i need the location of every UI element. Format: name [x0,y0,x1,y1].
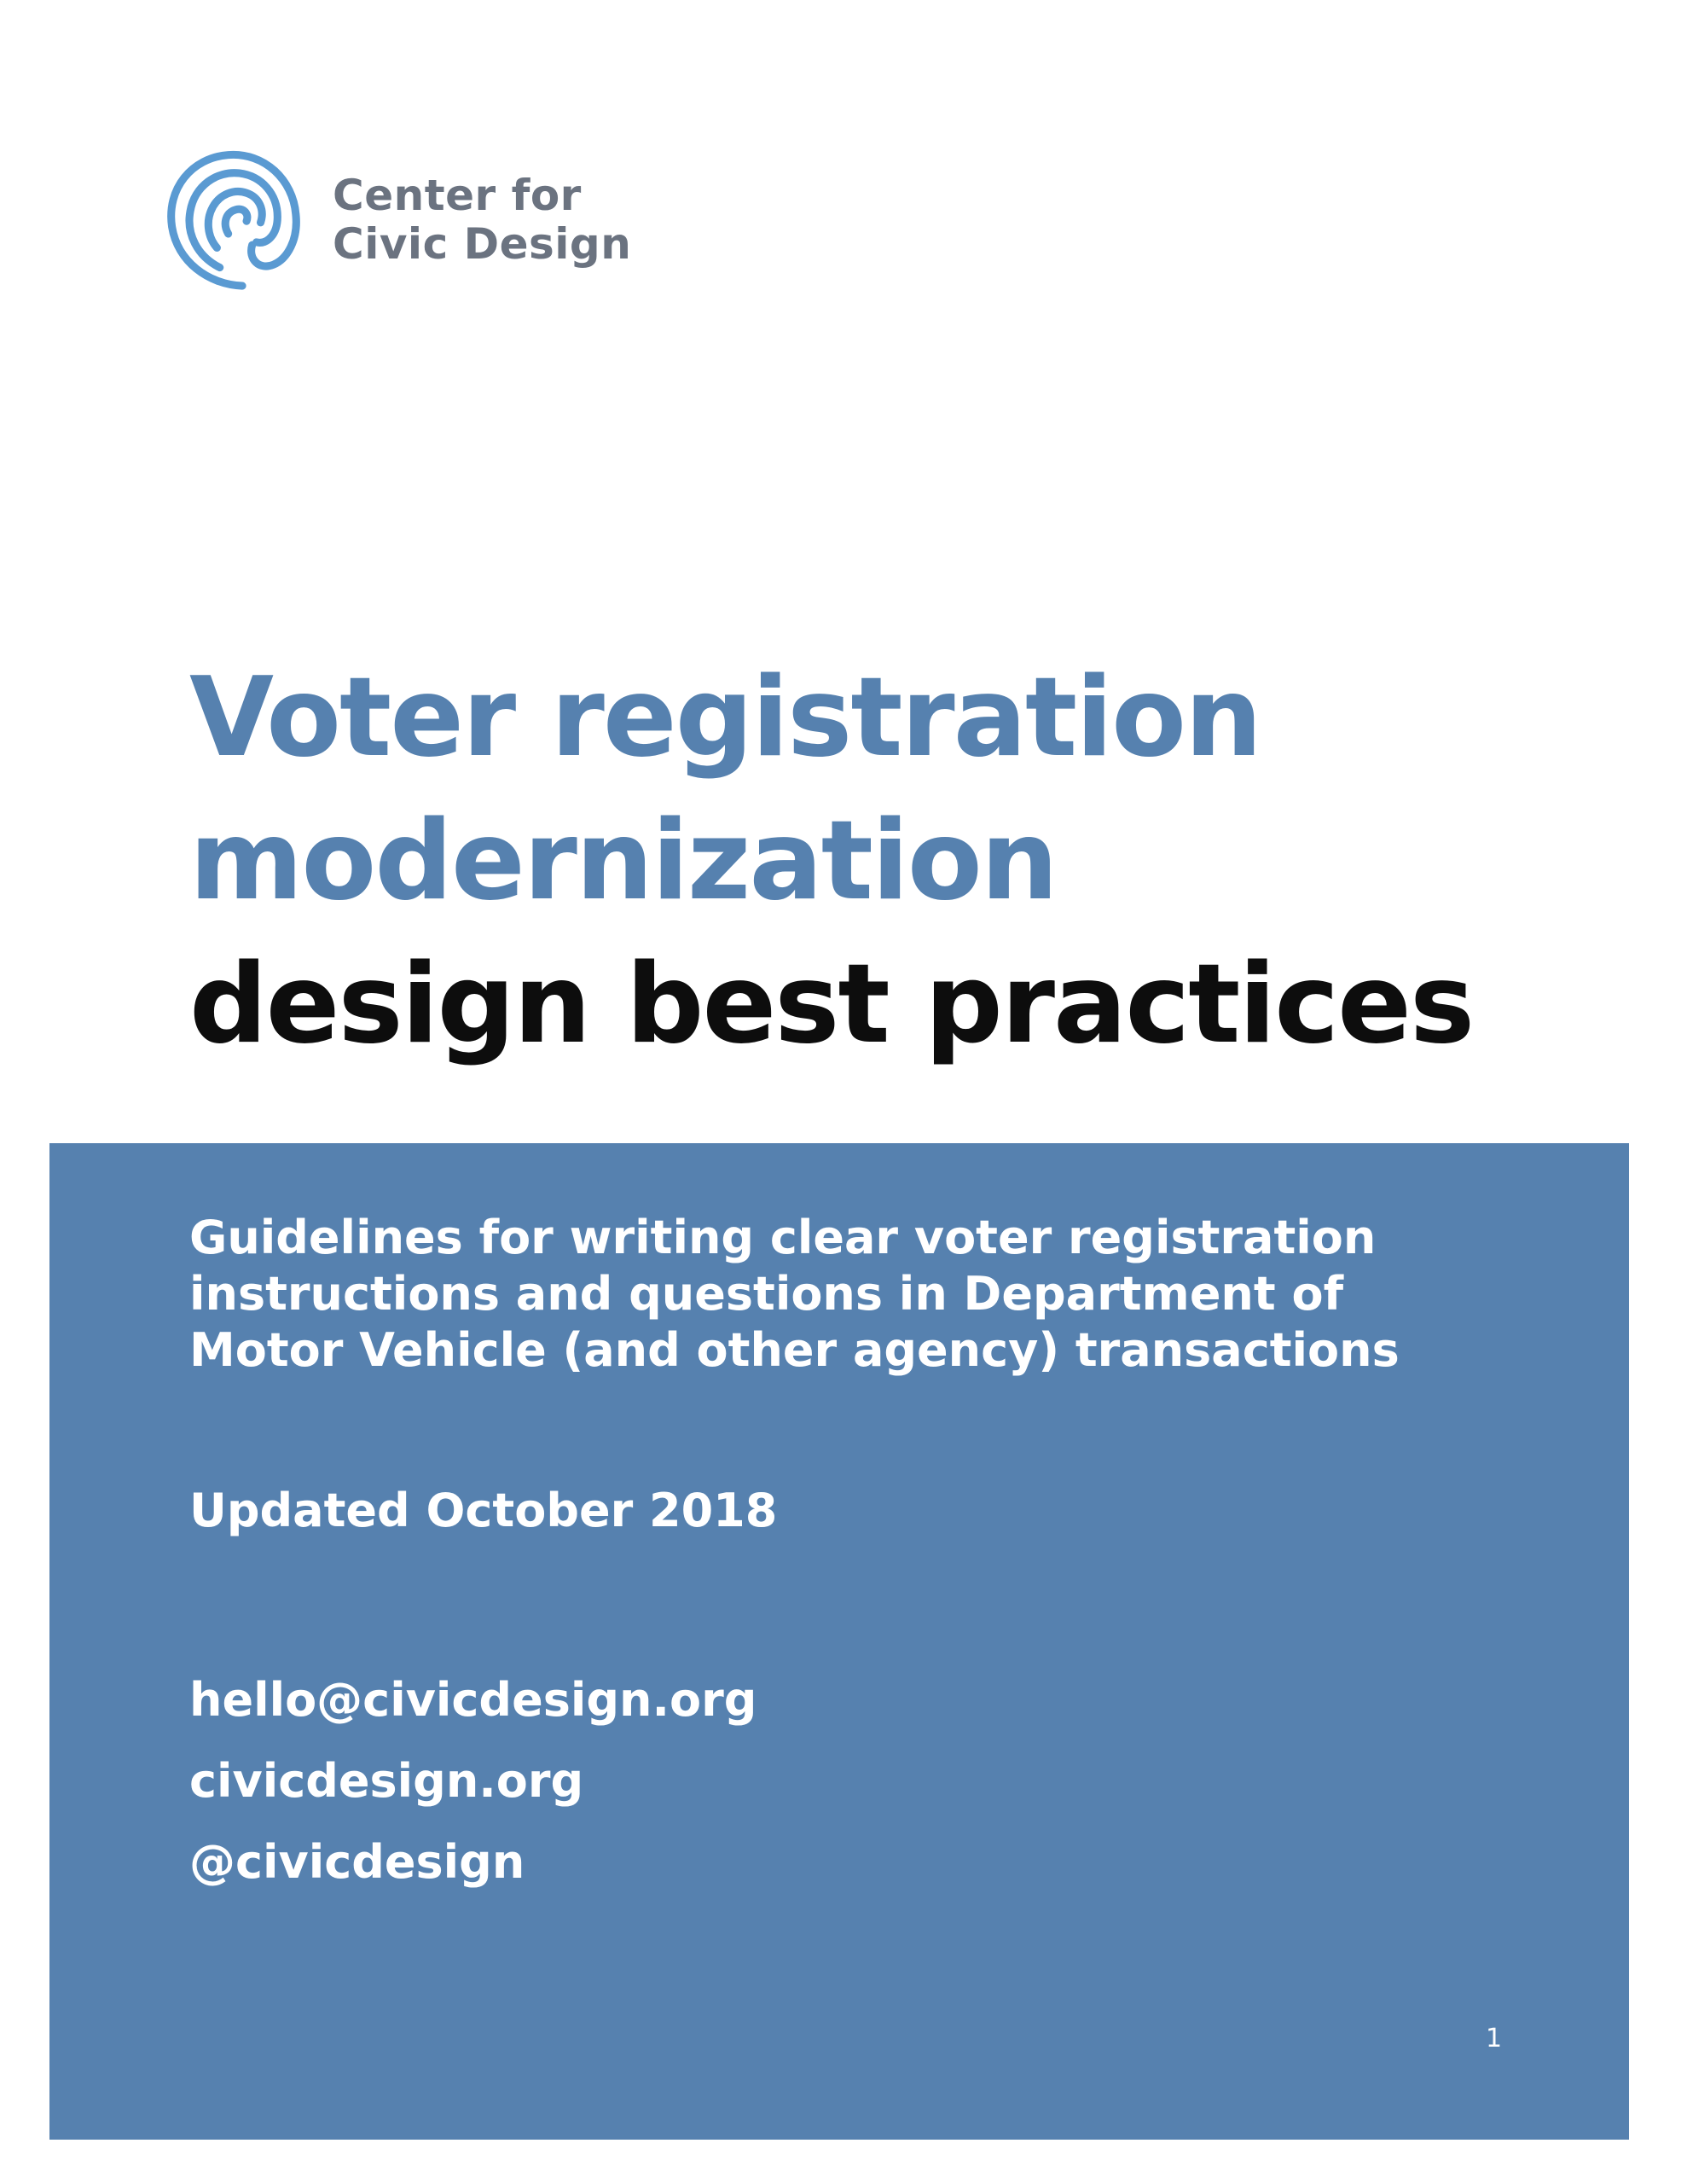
title-line-3: design best practices [189,941,1474,1068]
title-line-1: Voter registration [189,654,1261,781]
contact-website[interactable]: civicdesign.org [189,1754,584,1808]
updated-date: Updated October 2018 [189,1484,778,1537]
title-line-2: modernization [189,798,1057,925]
contact-email[interactable]: hello@civicdesign.org [189,1673,757,1727]
subtitle-line-1: Guidelines for writing clear voter registration [189,1211,1377,1264]
logo-line-1: Center for [333,170,582,220]
subtitle-line-3: Motor Vehicle (and other agency) transactions [189,1323,1400,1377]
logo [166,149,631,290]
contact-social-handle[interactable]: @civicdesign [189,1835,525,1889]
logo-wordmark [333,171,631,269]
contact-info [189,1659,757,1902]
page-number: 1 [1486,2024,1503,2053]
info-panel [49,1143,1629,2140]
subtitle [189,1210,1400,1379]
logo-line-2: Civic Design [333,218,632,269]
document-title [189,647,1473,1077]
spiral-fingerprint-icon [166,149,307,290]
subtitle-line-2: instructions and questions in Department of [189,1267,1344,1321]
